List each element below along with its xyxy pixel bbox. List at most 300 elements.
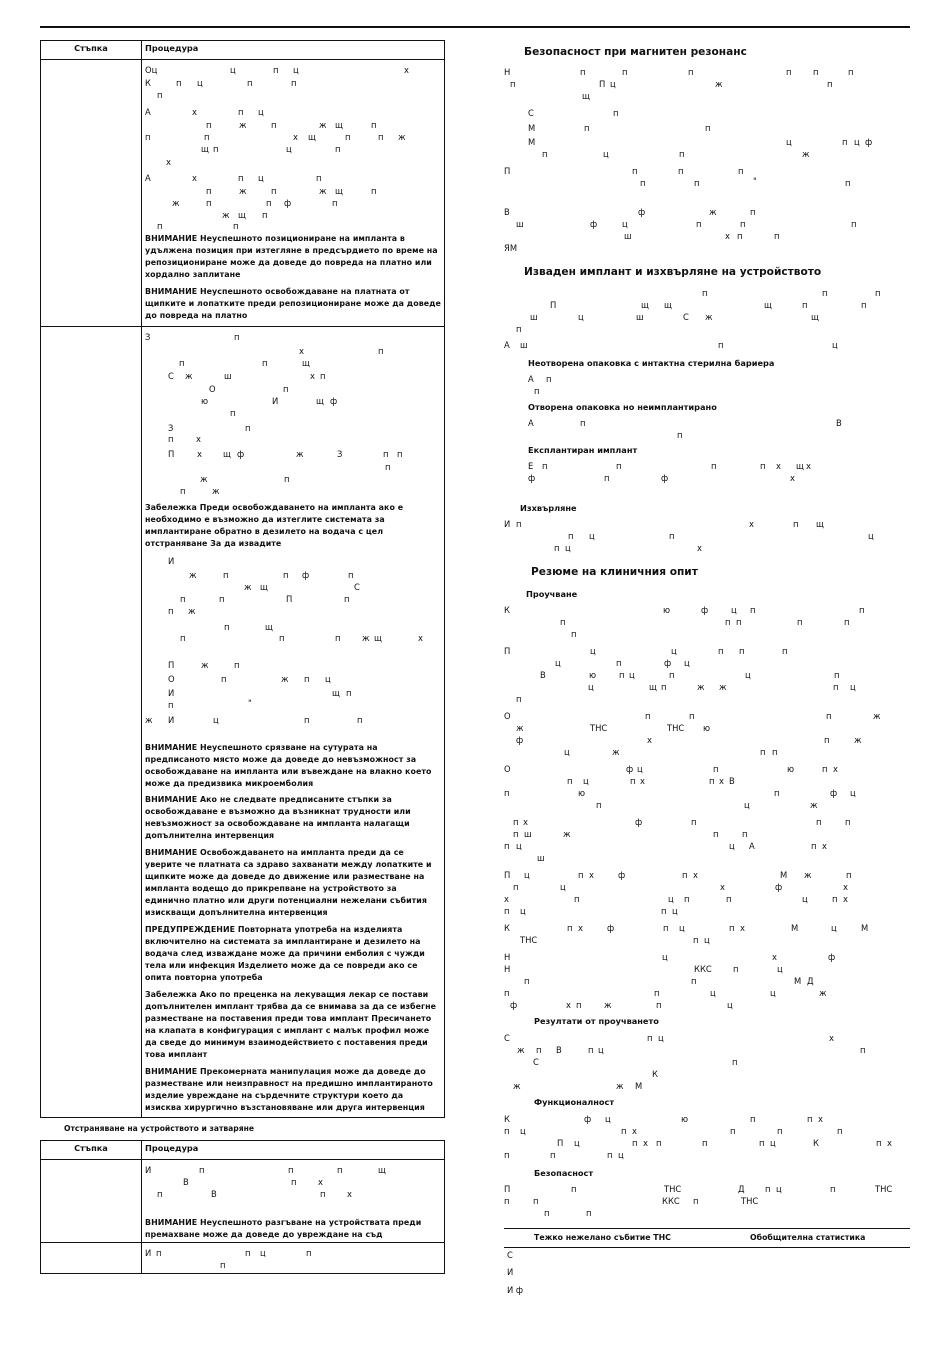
procedure-cell [142, 327, 445, 1118]
warning-text: Повторната употреба на изделията включително на системата за имплантиране и дезилето на водача след изваждане може да причини емболия с чужди тела или инфекция Изделието може да се повреди ако се опита повторна употреба [145, 925, 425, 982]
text-fragment: ТНС [875, 1184, 893, 1194]
text-fragment: п [742, 829, 748, 839]
text-fragment: п [846, 870, 852, 880]
text-fragment: ц [583, 776, 589, 786]
text-fragment: п [223, 570, 229, 580]
text-fragment: ц [745, 670, 751, 680]
text-fragment: п [542, 461, 548, 471]
text-fragment: Н [504, 67, 511, 77]
text-fragment: п [580, 418, 586, 428]
text-fragment: ж [563, 829, 571, 839]
text-fragment: М [528, 123, 536, 133]
text-fragment: А [145, 173, 151, 183]
text-fragment: п [346, 688, 352, 698]
text-fragment: щ [641, 300, 649, 310]
text-fragment: ТНС [667, 723, 685, 733]
text-fragment: х [578, 923, 583, 933]
text-fragment: х [725, 231, 730, 241]
text-fragment: п [596, 800, 602, 810]
text-fragment: п [288, 1165, 294, 1175]
text-fragment: х [829, 1033, 834, 1043]
text-fragment: ж [201, 660, 209, 670]
procedure-content [142, 1160, 444, 1242]
procedure-cell [142, 1160, 445, 1243]
text-fragment: п [619, 670, 625, 680]
text-fragment: п [713, 764, 719, 774]
text-fragment: ж [604, 1000, 612, 1010]
text-fragment: п [813, 67, 819, 77]
text-fragment: п [567, 923, 573, 933]
text-fragment: ф [516, 735, 524, 745]
text-fragment: Е [528, 461, 534, 471]
text-fragment: З [337, 449, 343, 459]
text-fragment: п [536, 1045, 542, 1055]
text-fragment: щ [335, 120, 343, 130]
text-fragment: п [709, 776, 715, 786]
warning-block [145, 794, 442, 842]
text-fragment: А [749, 841, 755, 851]
text-fragment: п [245, 423, 251, 433]
text-fragment: ж [616, 1081, 624, 1091]
text-fragment: п [206, 186, 212, 196]
text-fragment: п [180, 486, 186, 496]
text-fragment: К [504, 1114, 510, 1124]
warning-block [145, 847, 442, 919]
text-fragment: п [344, 594, 350, 604]
text-fragment: п [371, 120, 377, 130]
text-fragment: ю [589, 670, 597, 680]
text-fragment: п [691, 817, 697, 827]
text-fragment: п [689, 711, 695, 721]
text-fragment: п [607, 1150, 613, 1160]
text-fragment: п [504, 1150, 510, 1160]
text-fragment: п [504, 1196, 510, 1206]
text-fragment: п [220, 1260, 226, 1270]
text-fragment: ц [516, 841, 522, 851]
text-fragment: п [271, 186, 277, 196]
text-fragment: п [179, 358, 185, 368]
text-fragment: п [693, 935, 699, 945]
text-fragment: ц [770, 988, 776, 998]
heading-clinical-summary: Резюме на клиничния опит [531, 566, 698, 578]
text-fragment: ж [296, 449, 304, 459]
text-fragment: п [385, 462, 391, 472]
text-fragment: п [233, 221, 239, 231]
text-fragment: п [516, 519, 522, 529]
text-fragment: п [516, 324, 522, 334]
warning-text: Прекомерната манипулация може да доведе до разместване или неизправност на предишно имплантираното изделие увреждане на сърдечните структури което да изисква хирургично възстановяване или друга интервенция [145, 1067, 433, 1112]
warning-text: Ако не следвате предписаните стъпки за освобождаване е възможно да възникнат трудности или невъзможност за освобождаване на импланта налагащи допълнителна интервенция [145, 795, 411, 840]
text-fragment: ц [260, 1248, 266, 1258]
text-fragment: п [546, 374, 552, 384]
text-fragment: х [196, 434, 201, 444]
step-cell [41, 327, 142, 1118]
text-fragment: щ [796, 461, 804, 471]
text-fragment: С [528, 108, 534, 118]
text-fragment: ж [802, 149, 810, 159]
text-fragment: " [753, 176, 757, 186]
text-fragment: ж [188, 606, 196, 616]
text-fragment: С [354, 582, 360, 592]
text-fragment: п [759, 1138, 765, 1148]
text-fragment: п [199, 1165, 205, 1175]
text-fragment: п [684, 894, 690, 904]
text-fragment: ю [578, 788, 586, 798]
text-fragment: ж [719, 682, 727, 692]
text-fragment: п [833, 682, 839, 692]
text-fragment: М [780, 870, 788, 880]
text-fragment: ц [258, 107, 264, 117]
warning-text: Неуспешното разгъване на устройствата преди премахване може да доведе до увреждане на съд [145, 1218, 422, 1239]
text-fragment: п [542, 149, 548, 159]
text-fragment: х [566, 1000, 571, 1010]
text-fragment: п [663, 923, 669, 933]
text-fragment: ф [284, 198, 292, 208]
text-fragment: ц [731, 605, 737, 615]
text-fragment: х [719, 776, 724, 786]
text-fragment: п [729, 923, 735, 933]
text-fragment: К [504, 923, 510, 933]
text-fragment: х [640, 776, 645, 786]
text-fragment: п [320, 1189, 326, 1199]
text-fragment: ж [513, 1081, 521, 1091]
text-fragment: В [836, 418, 842, 428]
text-fragment: ц [520, 1126, 526, 1136]
text-fragment: п [580, 67, 586, 77]
text-fragment: х [643, 1138, 648, 1148]
text-fragment: п [760, 747, 766, 757]
text-fragment: п [554, 543, 560, 553]
right-column [504, 40, 910, 1340]
text-fragment: И [168, 715, 175, 725]
text-fragment: п [851, 219, 857, 229]
text-fragment: ф [590, 219, 598, 229]
text-fragment: п [332, 198, 338, 208]
table-header-procedure: Процедура [142, 41, 445, 60]
text-fragment: п [180, 594, 186, 604]
subheading-explanted-implant: Експлантиран имплант [528, 445, 638, 455]
text-fragment: п [677, 430, 683, 440]
text-fragment: ц [662, 952, 668, 962]
text-fragment: щ [302, 358, 310, 368]
text-fragment: ц [832, 340, 838, 350]
text-fragment: х [192, 173, 197, 183]
text-fragment: п [845, 817, 851, 827]
text-fragment: ц [213, 715, 219, 725]
procedure-table-removal [40, 1140, 445, 1274]
text-fragment: ц [668, 894, 674, 904]
text-fragment: п [861, 300, 867, 310]
text-fragment: П [599, 79, 606, 89]
text-fragment: п [718, 340, 724, 350]
text-fragment: п [262, 210, 268, 220]
text-fragment: ц [786, 137, 792, 147]
text-fragment: ц [727, 1000, 733, 1010]
text-fragment: ж [709, 207, 717, 217]
text-fragment: п [616, 461, 622, 471]
text-fragment: Н [504, 952, 511, 962]
text-fragment: п [245, 1248, 251, 1258]
text-fragment: А [504, 340, 510, 350]
text-fragment: П [550, 300, 557, 310]
text-fragment: п [304, 715, 310, 725]
text-fragment: п [578, 870, 584, 880]
text-fragment: п [180, 633, 186, 643]
text-fragment: х [504, 894, 509, 904]
text-fragment: ф [626, 764, 634, 774]
text-fragment: ц [672, 906, 678, 916]
text-fragment: З [145, 332, 151, 342]
text-fragment: ц [560, 882, 566, 892]
text-fragment: О [504, 764, 511, 774]
text-fragment: ц [704, 935, 710, 945]
text-fragment: ц [258, 173, 264, 183]
text-fragment: п [830, 1184, 836, 1194]
warning-label: ВНИМАНИЕ [145, 743, 198, 752]
text-fragment: И [504, 519, 511, 529]
text-fragment: ц [555, 658, 561, 668]
text-fragment: ж [145, 715, 153, 725]
table-row-label: С [507, 1250, 513, 1260]
text-fragment: х [833, 764, 838, 774]
text-fragment: П [557, 1138, 564, 1148]
warning-block [145, 742, 442, 790]
text-fragment: п [807, 1114, 813, 1124]
text-fragment: п [571, 1184, 577, 1194]
text-fragment: х [418, 633, 423, 643]
text-fragment: х [197, 449, 202, 459]
subheading-opened-package: Отворена опаковка но неимплантирано [528, 402, 717, 412]
text-fragment: п [283, 384, 289, 394]
text-fragment: ц [802, 894, 808, 904]
text-fragment: п [622, 67, 628, 77]
text-fragment: п [832, 894, 838, 904]
text-fragment: ю [787, 764, 795, 774]
text-fragment: ф [830, 788, 838, 798]
warning-label: ВНИМАНИЕ [145, 234, 198, 243]
text-fragment: щ [811, 312, 819, 322]
text-fragment: п [320, 371, 326, 381]
text-fragment: п [157, 1189, 163, 1199]
warning-label: ВНИМАНИЕ [145, 1218, 198, 1227]
left-column [40, 40, 445, 1274]
text-fragment: ф [607, 923, 615, 933]
text-fragment: п [694, 178, 700, 188]
text-fragment: п [568, 531, 574, 541]
text-fragment: ж [172, 198, 180, 208]
text-fragment: п [725, 617, 731, 627]
text-fragment: п [702, 288, 708, 298]
text-fragment: ф [237, 449, 245, 459]
text-fragment: ж [705, 312, 713, 322]
text-fragment: х [192, 107, 197, 117]
text-fragment: ц [598, 1045, 604, 1055]
warning-label: Забележка [145, 990, 197, 999]
text-fragment: х [822, 841, 827, 851]
text-fragment: п [630, 776, 636, 786]
text-fragment: щ [332, 688, 340, 698]
text-fragment: п [682, 870, 688, 880]
text-fragment: п [306, 1248, 312, 1258]
text-fragment: ф [584, 1114, 592, 1124]
text-fragment: п [640, 178, 646, 188]
text-fragment: п [524, 976, 530, 986]
text-fragment: х [843, 882, 848, 892]
warning-text: Неуспешното позициониране на импланта в удължена позиция при изтегляне в предсърдието по време на репозициониране може да доведе до повреда на платно или хордално заплитане [145, 234, 438, 279]
text-fragment: х [693, 870, 698, 880]
text-fragment: щ [664, 300, 672, 310]
subheading-disposal: Изхвърляне [520, 503, 577, 513]
text-fragment: С [168, 371, 174, 381]
text-fragment: ф [664, 658, 672, 668]
warning-label: ВНИМАНИЕ [145, 1067, 198, 1076]
text-fragment: п [504, 906, 510, 916]
text-fragment: х [887, 1138, 892, 1148]
text-fragment: п [219, 594, 225, 604]
subheading-functionality: Функционалност [534, 1097, 615, 1107]
text-fragment: ш [530, 312, 538, 322]
text-fragment: щ [764, 300, 772, 310]
text-fragment: п [357, 715, 363, 725]
note-text: Преди освобождаването на импланта ако е необходимо е възможно да изтеглите системата за имплантиране обратно в дезилето на водача с цел отстраняване За да извадите [145, 503, 404, 548]
text-fragment: ф [618, 870, 626, 880]
text-fragment: И [168, 688, 175, 698]
text-fragment: п [782, 646, 788, 656]
text-fragment: п [348, 570, 354, 580]
text-fragment: ф [775, 882, 783, 892]
text-fragment: п [696, 219, 702, 229]
text-fragment: ТНС [741, 1196, 759, 1206]
text-fragment: х [299, 346, 304, 356]
text-fragment: ж [239, 120, 247, 130]
text-fragment: О [504, 711, 511, 721]
text-fragment: О [168, 674, 175, 684]
text-fragment: п [645, 711, 651, 721]
text-fragment: п [621, 1126, 627, 1136]
text-fragment: п [679, 149, 685, 159]
text-fragment: п [786, 67, 792, 77]
text-fragment: п [705, 123, 711, 133]
text-fragment: С [504, 1033, 510, 1043]
text-fragment: х [318, 1177, 323, 1187]
text-fragment: п [157, 90, 163, 100]
text-fragment: ц [850, 788, 856, 798]
text-fragment: ц [658, 1033, 664, 1043]
text-fragment: М [635, 1081, 643, 1091]
table-header-summary-statistics: Обобщителна статистика [750, 1233, 866, 1242]
text-fragment: ц [286, 144, 292, 154]
text-fragment: п [669, 531, 675, 541]
text-fragment: ККС [694, 964, 712, 974]
text-fragment: ш [516, 219, 524, 229]
text-fragment: п [824, 735, 830, 745]
text-fragment: ц [850, 682, 856, 692]
text-fragment: п [176, 78, 182, 88]
text-fragment: ш [624, 231, 632, 241]
text-fragment: п [777, 1126, 783, 1136]
text-fragment: п [337, 1165, 343, 1175]
text-fragment: п [371, 186, 377, 196]
text-fragment: И [145, 1248, 152, 1258]
text-fragment: ц [770, 1138, 776, 1148]
text-fragment: ц [710, 988, 716, 998]
text-fragment: ж [697, 682, 705, 692]
text-fragment: П [504, 870, 511, 880]
warning-block [145, 233, 442, 281]
warning-label: ПРЕДУПРЕЖДЕНИЕ [145, 925, 236, 934]
text-fragment: ж [612, 747, 620, 757]
text-fragment: ж [398, 132, 406, 142]
text-fragment: ц [671, 646, 677, 656]
text-fragment: П [168, 660, 175, 670]
warning-block [145, 286, 442, 322]
text-fragment: М [528, 137, 536, 147]
text-fragment: п [654, 988, 660, 998]
text-fragment: п [604, 473, 610, 483]
text-fragment: ж [212, 486, 220, 496]
text-fragment: п [718, 646, 724, 656]
text-fragment: щ [260, 582, 268, 592]
text-fragment: п [656, 1000, 662, 1010]
text-fragment: ю [201, 396, 209, 406]
text-fragment: п [750, 605, 756, 615]
text-fragment: ю [663, 605, 671, 615]
warning-text: Ако по преценка на лекуващия лекар се постави допълнителен имплант трябва да се внимава за да се избегне разместване на поставения преди това имплант Пресичането на клапата в конфигурация с имплант с малък профил може да сведе до минимум взаимодействието с поставения преди това имплант [145, 990, 437, 1059]
text-fragment: ц [588, 682, 594, 692]
text-fragment: п [513, 829, 519, 839]
text-fragment: п [740, 219, 746, 229]
note-block [145, 502, 442, 550]
text-fragment: п [262, 358, 268, 368]
text-fragment: ц [744, 800, 750, 810]
text-fragment: п [876, 1138, 882, 1148]
text-fragment: щ [316, 396, 324, 406]
text-fragment: " [248, 698, 252, 708]
procedure-table-deployment [40, 40, 445, 1118]
text-fragment: ф [302, 570, 310, 580]
warning-block [145, 1217, 442, 1241]
text-fragment: п [669, 670, 675, 680]
text-fragment: п [737, 231, 743, 241]
text-fragment: щ [649, 682, 657, 692]
text-fragment: п [632, 1138, 638, 1148]
text-fragment: п [560, 617, 566, 627]
step-cell [41, 1243, 142, 1274]
text-fragment: х [749, 519, 754, 529]
text-fragment: ц [589, 531, 595, 541]
text-fragment: п [145, 132, 151, 142]
text-fragment: щ [201, 144, 209, 154]
text-fragment: п [291, 1177, 297, 1187]
section-heading-removal-closure: Отстраняване на устройството и затваряне [64, 1124, 254, 1133]
text-fragment: К [504, 605, 510, 615]
text-fragment: ц [776, 1184, 782, 1194]
warning-text: Неуспешното срязване на сутурата на предписаното място може да доведе до невъзможност за освобождаване на импланта или въвеждане на влакно което може да предизвика микроемболия [145, 743, 432, 788]
text-fragment: ж [222, 210, 230, 220]
text-fragment: п [875, 288, 881, 298]
text-fragment: ф [828, 952, 836, 962]
text-fragment: п [826, 711, 832, 721]
text-fragment: п [711, 461, 717, 471]
text-fragment: ж [200, 474, 208, 484]
text-fragment: В [183, 1177, 189, 1187]
text-fragment: ц [603, 149, 609, 159]
text-fragment: ш [524, 829, 532, 839]
text-fragment: Д [807, 976, 814, 986]
text-fragment: п [304, 674, 310, 684]
text-fragment: п [848, 67, 854, 77]
text-fragment: п [291, 78, 297, 88]
